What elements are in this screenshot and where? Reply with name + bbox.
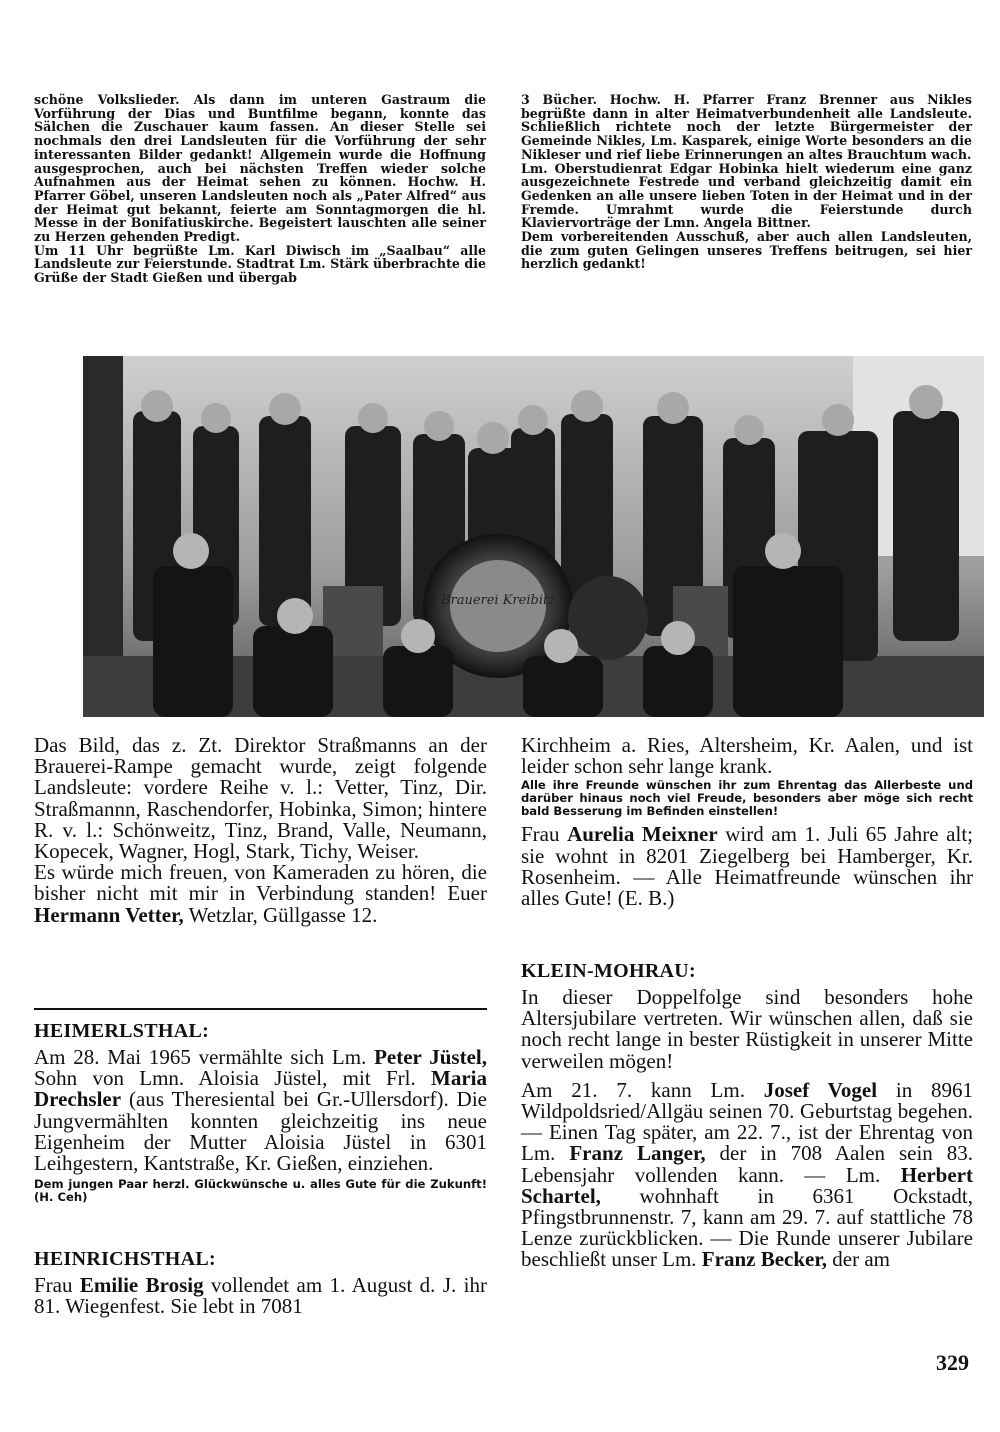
top-left-column [34, 93, 486, 285]
barrel-label: Brauerei Kreibitz [440, 593, 556, 608]
section-heimerlsthal [34, 1020, 487, 1204]
photo-caption: Das Bild, das z. Zt. Direktor Straßmanns an der Brauerei-Rampe gemacht wurde, zeigt folgende Landsleute: vordere Reihe v. l.: Vetter, Tinz, Dir. Straßmannn, Raschendorfer, Hobinka, Simon; hintere R. v. l.: Schönweitz, Tinz, Brand, Valle, Neumann, Kopecek, Wagner, Hogl, Stark, Tichy, Weiser. [34, 733, 487, 864]
paragraph: Frau Aurelia Meixner wird am 1. Juli 65 Jahre alt; sie wohnt in 8201 Ziegelberg bei Hamberger, Kr. Rosenheim. — Alle Heimatfreunde wünschen ihr alles Gute! (E. B.) [521, 822, 973, 911]
paragraph: Dem vorbereitenden Ausschuß, aber auch allen Landsleuten, die zum guten Gelingen unseres Treffens beitrugen, sei hier herzlich gedankt! [521, 229, 972, 272]
author-name: Hermann Vetter, [34, 902, 184, 927]
paragraph: In dieser Doppelfolge sind besonders hohe Altersjubilare vertreten. Wir wünschen allen, daß sie noch recht lange in bester Rüstigkeit in unserer Mitte verweilen mögen! [521, 985, 973, 1073]
paragraph: Es würde mich freuen, von Kameraden zu hören, die bisher nicht mit mir in Verbindung standen! Euer Hermann Vetter, Wetzlar, Güllgasse 12. [34, 860, 487, 927]
section-heinrichsthal [34, 1248, 487, 1317]
paragraph: schöne Volkslieder. Als dann im unteren Gastraum die Vorführung der Dias und Buntfilme begann, konnte das Sälchen die Zuschauer kaum fassen. An dieser Stelle sei nochmals den drei Landsleuten für die Vorführung der sehr interessanten Bilder gedankt! Allgemein wurde die Hoffnung ausgesprochen, auch bei nächsten Treffen wieder solche Aufnahmen aus der Heimat sehen zu können. Hochw. H. Pfarrer Göbel, unseren Landsleuten noch als „Pater Alfred“ aus der Heimat gut bekannt, feierte am Sonntagmorgen die hl. Messe in der Bonifatiuskirche. Begeistert lauschten alle seiner zu Herzen gehenden Predigt. [34, 92, 486, 245]
paragraph: Am 21. 7. kann Lm. Josef Vogel in 8961 Wildpoldsried/Allgäu seinen 70. Geburtstag begehen. — Einen Tag später, am 22. 7., ist der Ehrentag von Lm. Franz Langer, der in 708 Aalen sein 83. Lebensjahr vollenden kann. — Lm. Herbert Schartel, wohnhaft in 6361 Ockstadt, Pfingstbrunnenstr. 7, kann am 29. 7. auf stattliche 78 Lenze zurückblicken. — Die Runde unserer Jubilare beschließt unser Lm. Franz Becker, der am [521, 1077, 974, 1272]
paragraph: Um 11 Uhr begrüßte Lm. Karl Diwisch im „Saalbau“ alle Landsleute zur Feierstunde. Stadtrat Lm. Stärk überbrachte die Grüße der Stadt Gießen und übergab [34, 242, 486, 286]
section-heading: HEINRICHSTHAL: [34, 1248, 217, 1270]
paragraph: Lm. Oberstudienrat Edgar Hobinka hielt wiederum eine ganz ausgezeichnete Festrede und verband gleichzeitig damit ein Gedenken an alle unsere lieben Toten in der Heimat und in der Fremde. Umrahmt wurde die Feierstunde durch Klaviervorträge der Lmn. Angela Bittner. [521, 160, 972, 231]
section-heading: KLEIN-MOHRAU: [521, 960, 697, 982]
top-right-column [521, 93, 972, 271]
group-photo [83, 356, 984, 717]
section-divider [34, 1008, 487, 1010]
page-number: 329 [936, 1350, 969, 1375]
photo-illustration [83, 356, 984, 717]
wish-note: Dem jungen Paar herzl. Glückwünsche u. alles Gute für die Zukunft! (H. Ceh) [34, 1177, 487, 1205]
paragraph: 3 Bücher. Hochw. H. Pfarrer Franz Brenner aus Nikles begrüßte dann in alter Heimatverbundenheit alle Landsleute. Schließlich richtete noch der letzte Bürgermeister der Gemeinde Nikles, Lm. Kasparek, einige Worte besonders an die Nikleser und rief liebe Erinnerungen an altes Brauchtum wach. [521, 92, 972, 162]
section-klein-mohrau [521, 960, 973, 1271]
section-heading: HEIMERLSTHAL: [34, 1020, 210, 1042]
paragraph: Frau Emilie Brosig vollendet am 1. August d. J. ihr 81. Wiegenfest. Sie lebt in 7081 [34, 1273, 487, 1319]
wish-note: Alle ihre Freunde wünschen ihr zum Ehrentag das Allerbeste und darüber hinaus noch viel Freude, besonders aber möge sich recht bald Besserung im Befinden einstellen! [521, 778, 973, 819]
paragraph: Kirchheim a. Ries, Altersheim, Kr. Aalen, und ist leider schon sehr lange krank. [521, 733, 973, 779]
lower-right-column [521, 735, 973, 909]
lower-left-column [34, 735, 487, 926]
paragraph: Am 28. Mai 1965 vermählte sich Lm. Peter Jüstel, Sohn von Lmn. Aloisia Jüstel, mit Frl. Maria Drechsler (aus Theresiental bei Gr.-Ullersdorf). Die Jungvermählten konnten gleichzeitig ins neue Eigenheim der Mutter Aloisia Jüstel in 6301 Leihgestern, Kantstraße, Kr. Gießen, einziehen. [34, 1045, 488, 1176]
